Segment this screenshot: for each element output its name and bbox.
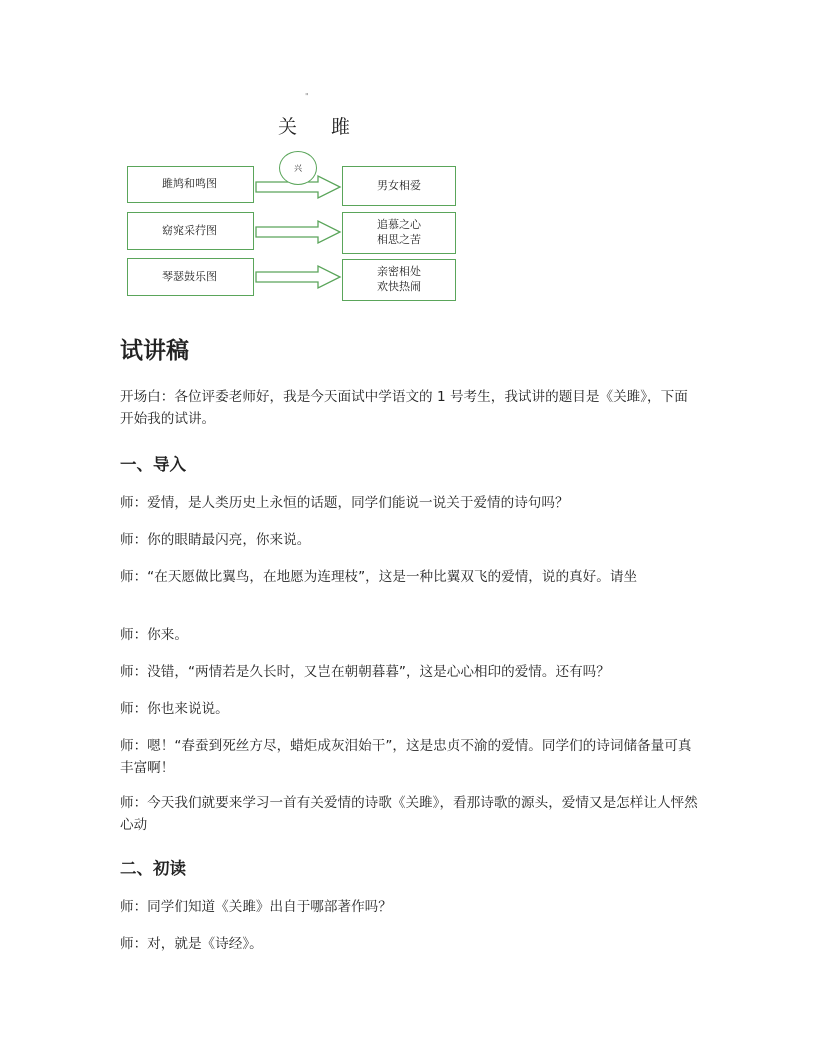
left-box-3-label: 琴瑟鼓乐图: [162, 269, 217, 283]
section-2-heading: 二、初读: [120, 859, 186, 878]
right-box-2-line-1: 追慕之心: [377, 218, 421, 232]
section-2-para-1: 师：同学们知道《关雎》出自于哪部著作吗？: [120, 899, 392, 915]
left-box-2: [127, 212, 254, 250]
diagram-marker: ": [305, 92, 309, 101]
left-box-2-label: 窈窕采荇图: [162, 223, 217, 237]
section-1-para-3: 师：“在天愿做比翼鸟，在地愿为连理枝”，这是一种比翼双飞的爱情，说的真好。请坐: [120, 569, 638, 585]
left-box-1-label: 雎鸠和鸣图: [162, 177, 217, 191]
section-1-para-6: 师：你也来说说。: [120, 701, 229, 717]
right-box-3-line-1: 亲密相处: [377, 265, 421, 279]
diagram-title: 关 雎: [278, 116, 365, 138]
right-box-1: [342, 166, 456, 206]
right-box-3: [342, 259, 456, 301]
section-1-para-4: 师：你来。: [120, 627, 188, 643]
section-1-para-1: 师：爱情，是人类历史上永恒的话题，同学们能说一说关于爱情的诗句吗？: [120, 495, 569, 511]
left-box-3: [127, 258, 254, 296]
document-title: 试讲稿: [120, 338, 189, 364]
section-1-para-2: 师：你的眼睛最闪亮，你来说。: [120, 532, 311, 548]
right-box-1-line-1: 男女相爱: [377, 178, 421, 192]
section-1-para-5: 师：没错，“两情若是久长时，又岂在朝朝暮暮”，这是心心相印的爱情。还有吗？: [120, 664, 610, 680]
section-1-heading: 一、导入: [120, 455, 186, 474]
arrow-3: [256, 266, 340, 288]
left-box-1: [127, 166, 254, 203]
opening-paragraph: 开场白：各位评委老师好，我是今天面试中学语文的 1 号考生，我试讲的题目是《关雎》，下面开始我的试讲。: [120, 389, 688, 427]
section-1-para-7: 师：嗯！“春蚕到死丝方尽，蜡炬成灰泪始干”，这是忠贞不渝的爱情。同学们的诗词储备量可真丰富啊！: [120, 738, 692, 776]
right-box-3-line-2: 欢快热闹: [377, 280, 421, 293]
arrow-2: [256, 221, 340, 243]
section-2-para-2: 师：对，就是《诗经》。: [120, 936, 263, 952]
right-box-2: [342, 212, 456, 254]
section-1-para-8: 师：今天我们就要来学习一首有关爱情的诗歌《关雎》，看那诗歌的源头，爱情又是怎样让人怦然心动: [120, 795, 698, 833]
xing-oval: 兴: [279, 151, 317, 185]
right-box-2-line-2: 相思之苦: [377, 233, 421, 246]
